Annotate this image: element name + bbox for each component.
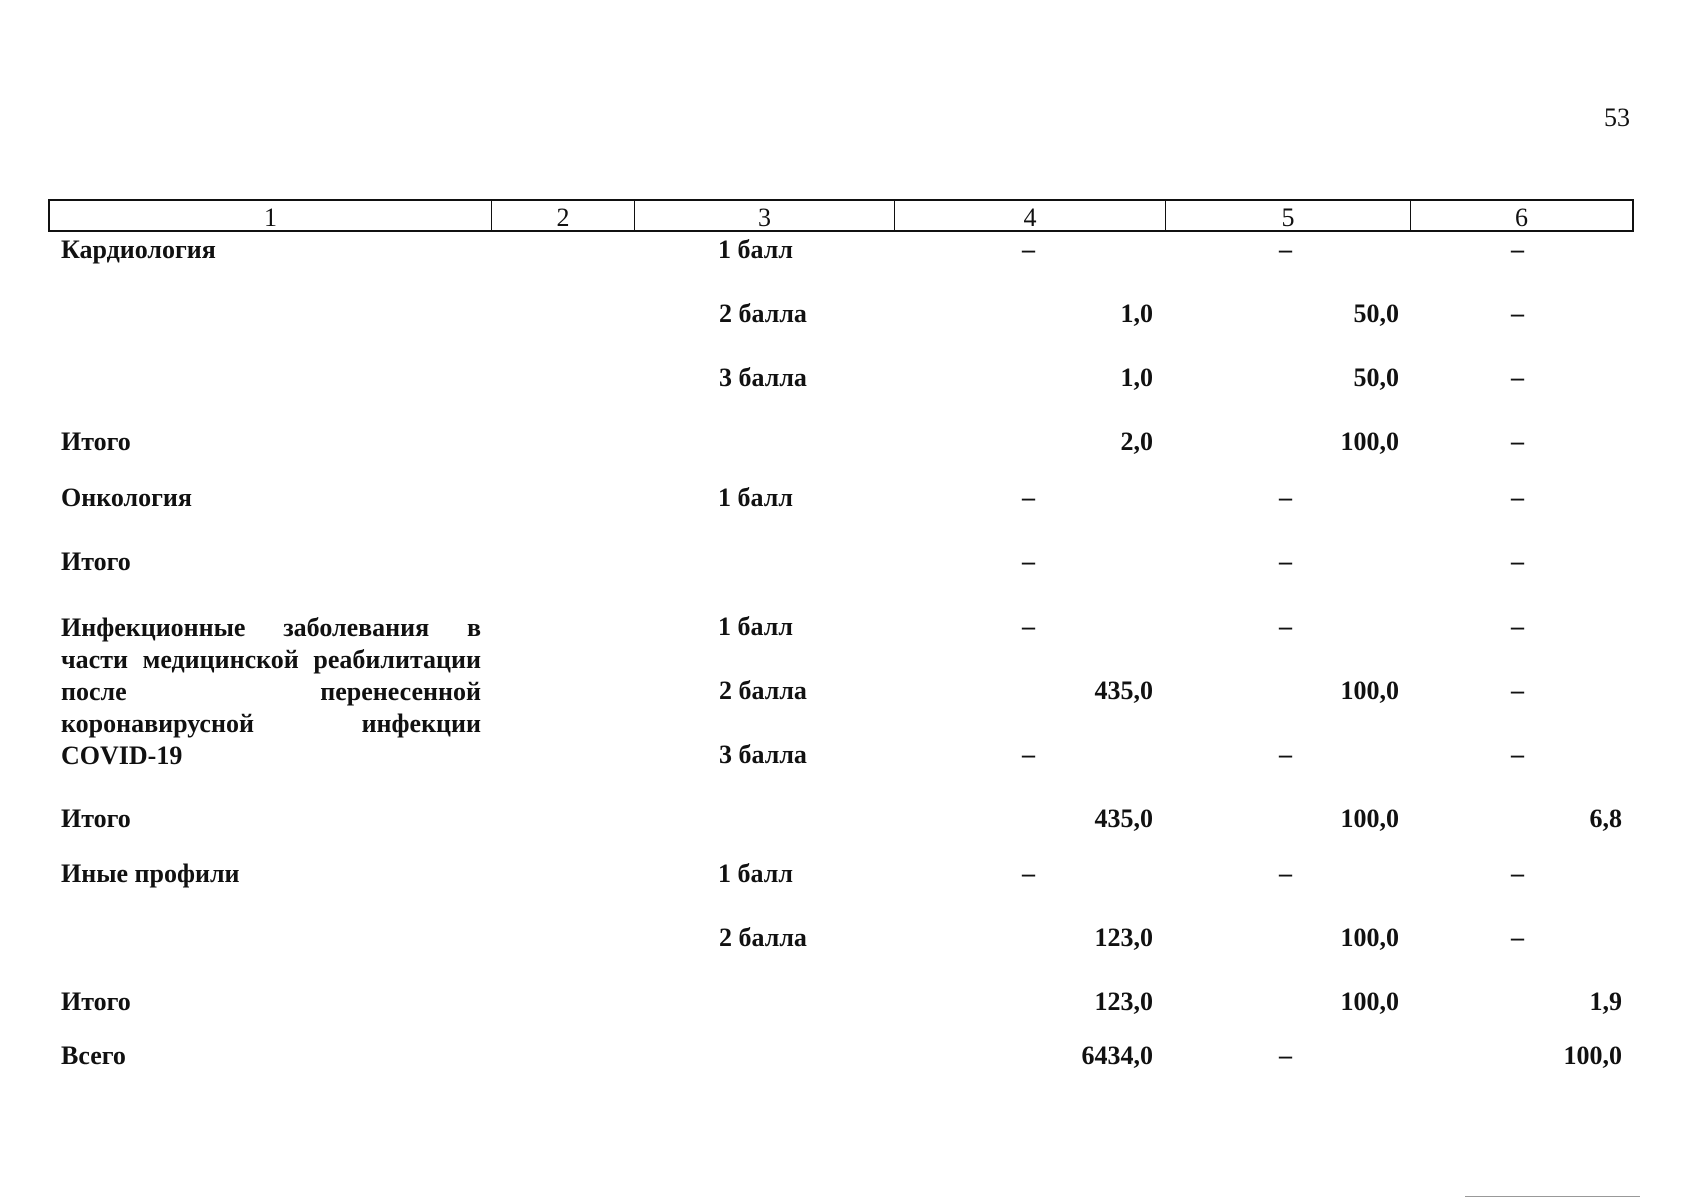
score-cell: 3 балла bbox=[719, 740, 807, 769]
table-row-subtotal bbox=[0, 804, 1692, 840]
col6-cell: 6,8 bbox=[1589, 804, 1622, 833]
col5-cell: 100,0 bbox=[1340, 923, 1399, 952]
col4-cell: – bbox=[1022, 740, 1035, 769]
row-label: Итого bbox=[61, 804, 131, 833]
column-header-4: 4 bbox=[895, 201, 1166, 230]
col4-cell: – bbox=[1022, 483, 1035, 512]
score-cell: 1 балл bbox=[718, 235, 793, 264]
col5-cell: – bbox=[1279, 859, 1292, 888]
col6-cell: 100,0 bbox=[1563, 1041, 1622, 1070]
score-cell: 1 балл bbox=[718, 859, 793, 888]
page-number: 53 bbox=[1604, 103, 1630, 132]
col5-cell: 100,0 bbox=[1340, 804, 1399, 833]
score-cell: 2 балла bbox=[719, 923, 807, 952]
col6-cell: – bbox=[1511, 859, 1524, 888]
col5-cell: – bbox=[1279, 612, 1292, 641]
row-label: Итого bbox=[61, 547, 131, 576]
col5-cell: 50,0 bbox=[1353, 363, 1399, 392]
column-header-6: 6 bbox=[1515, 203, 1528, 232]
table-row-subtotal bbox=[0, 547, 1692, 583]
row-label: Итого bbox=[61, 987, 131, 1016]
col6-cell: – bbox=[1511, 547, 1524, 576]
col4-cell: – bbox=[1022, 235, 1035, 264]
col6-cell: – bbox=[1511, 612, 1524, 641]
col6-cell: – bbox=[1511, 923, 1524, 952]
col4-cell: 123,0 bbox=[1094, 987, 1153, 1016]
column-header-5: 5 bbox=[1166, 201, 1411, 230]
table-row bbox=[0, 235, 1692, 271]
table-row bbox=[0, 363, 1692, 399]
col4-cell: 6434,0 bbox=[1081, 1041, 1153, 1070]
col6-cell: – bbox=[1511, 676, 1524, 705]
col4-cell: – bbox=[1022, 612, 1035, 641]
table-row-subtotal bbox=[0, 987, 1692, 1023]
col6-cell: – bbox=[1511, 427, 1524, 456]
col4-cell: – bbox=[1022, 547, 1035, 576]
score-cell: 2 балла bbox=[719, 676, 807, 705]
col5-cell: 100,0 bbox=[1340, 987, 1399, 1016]
col4-cell: 123,0 bbox=[1094, 923, 1153, 952]
row-label: Иные профили bbox=[61, 859, 240, 888]
col6-cell: – bbox=[1511, 235, 1524, 264]
table-row bbox=[0, 676, 1692, 712]
col6-cell: 1,9 bbox=[1589, 987, 1622, 1016]
col4-cell: 2,0 bbox=[1120, 427, 1153, 456]
col6-cell: – bbox=[1511, 299, 1524, 328]
row-label: Инфекционные заболевания в части медицинской реабилитации после перенесенной коронавирусной инфекции COVID-19 bbox=[61, 613, 481, 770]
table-header-row bbox=[48, 199, 1634, 232]
col5-cell: – bbox=[1279, 1041, 1292, 1070]
col4-cell: 435,0 bbox=[1094, 804, 1153, 833]
col6-cell: – bbox=[1511, 363, 1524, 392]
col4-cell: 435,0 bbox=[1094, 676, 1153, 705]
col6-cell: – bbox=[1511, 740, 1524, 769]
column-header-1: 1 bbox=[50, 201, 492, 230]
col5-cell: – bbox=[1279, 547, 1292, 576]
col5-cell: – bbox=[1279, 740, 1292, 769]
table-row bbox=[0, 923, 1692, 959]
row-label: Итого bbox=[61, 427, 131, 456]
table-row bbox=[0, 740, 1692, 776]
table-row bbox=[0, 299, 1692, 335]
col4-cell: – bbox=[1022, 859, 1035, 888]
score-cell: 1 балл bbox=[718, 612, 793, 641]
col5-cell: – bbox=[1279, 483, 1292, 512]
row-label: Кардиология bbox=[61, 235, 216, 264]
col4-cell: 1,0 bbox=[1120, 363, 1153, 392]
row-label: Всего bbox=[61, 1041, 126, 1070]
table-row bbox=[0, 859, 1692, 895]
table-row-subtotal bbox=[0, 427, 1692, 463]
table-row bbox=[0, 483, 1692, 519]
score-cell: 3 балла bbox=[719, 363, 807, 392]
col5-cell: – bbox=[1279, 235, 1292, 264]
score-cell: 2 балла bbox=[719, 299, 807, 328]
row-label: Онкология bbox=[61, 483, 192, 512]
col5-cell: 50,0 bbox=[1353, 299, 1399, 328]
column-header-2: 2 bbox=[492, 201, 635, 230]
col4-cell: 1,0 bbox=[1120, 299, 1153, 328]
score-cell: 1 балл bbox=[718, 483, 793, 512]
column-header-3: 3 bbox=[635, 201, 895, 230]
table-row-total bbox=[0, 1041, 1692, 1077]
col5-cell: 100,0 bbox=[1340, 676, 1399, 705]
footer-divider bbox=[1465, 1196, 1640, 1197]
col5-cell: 100,0 bbox=[1340, 427, 1399, 456]
col6-cell: – bbox=[1511, 483, 1524, 512]
